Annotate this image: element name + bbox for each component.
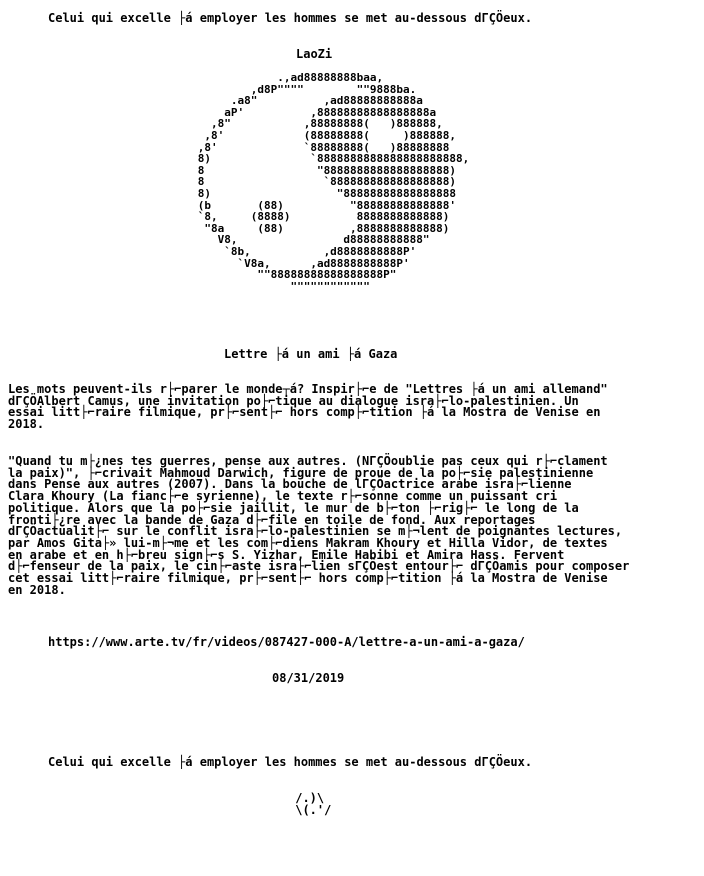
header-quote: Celui qui excelle ├á employer les hommes se met au-dessous dΓÇÖeux.: [48, 11, 533, 25]
article-title: Lettre ├á un ami ├á Gaza: [224, 347, 398, 361]
yin-yang-ascii-art: .,ad88888888baa, ,d8P"""" ""9888ba. .a8" ,ad88888888888a aP' ,88888888888888888a ,8" ,88888888( )888888, ,8' (88888888( )888888, ,8' `88888888( )88888888 8) `8888888888888888888888, 8 "8888888888888888888) 8 `888888888888888888) 8) "88888888888888888 (b (88) "88888888888888' `8, (8888) 8888888888888) "8a (88) ,8888888888888) V8, d88888888888" `8b, ,d8888888888P' `V8a, ,ad8888888888P' ""88888888888888888P" """""""""""": [197, 71, 470, 293]
article-intro: Les mots peuvent-ils r├⌐parer le monde┬á? Inspir├⌐e de "Lettres ├á un ami allemand" dΓÇÖAlbert Camus, une invitation po├⌐tique au dialogue isra├⌐lo-palestinien. Un essai litt├⌐raire filmique, pr├⌐sent├⌐ hors comp├⌐tition ├á la Mostra de Venise en 2018.: [8, 382, 608, 432]
article-body: "Quand tu m├¿nes tes guerres, pense aux autres. (NΓÇÖoublie pas ceux qui r├⌐clament la paix)", ├⌐crivait Mahmoud Darwich, figure de proue de la po├⌐sie palestinienne dans Pense aux autres (2007). Dans la bouche de lΓÇÖactrice arabe isra├⌐lienne Clara Khoury (La fianc├⌐e syrienne), le texte r├⌐sonne comme un puissant cri politique. Alors que la po├⌐sie jaillit, le mur de b├⌐ton ├⌐rig├⌐ le long de la fronti├¿re avec la bande de Gaza d├⌐file en toile de fond. Aux reportages dΓÇÖactualit├⌐ sur le conflit isra├⌐lo-palestinien se m├¬lent de poignantes lectures, par Amos Gita├» lui-m├¬me et les com├⌐diens Makram Khoury et Hilla Vidor, de textes en arabe et en h├⌐breu sign├⌐s S. Yizhar, Emile Habibi et Amira Hass. Fervent d├⌐fenseur de la paix, le cin├⌐aste isra├⌐lien sΓÇÖest entour├⌐ dΓÇÖamis pour composer cet essai litt├⌐raire filmique, pr├⌐sent├⌐ hors comp├⌐tition ├á la Mostra de Venise en 2018.: [8, 454, 630, 597]
ornament-art: /.)\ \(.'/: [295, 791, 332, 817]
footer-quote: Celui qui excelle ├á employer les hommes se met au-dessous dΓÇÖeux.: [48, 755, 533, 769]
author-name: LaoZi: [296, 47, 333, 61]
publication-date: 08/31/2019: [272, 671, 345, 685]
article-url: https://www.arte.tv/fr/videos/087427-000-A/lettre-a-un-ami-a-gaza/: [48, 635, 525, 649]
